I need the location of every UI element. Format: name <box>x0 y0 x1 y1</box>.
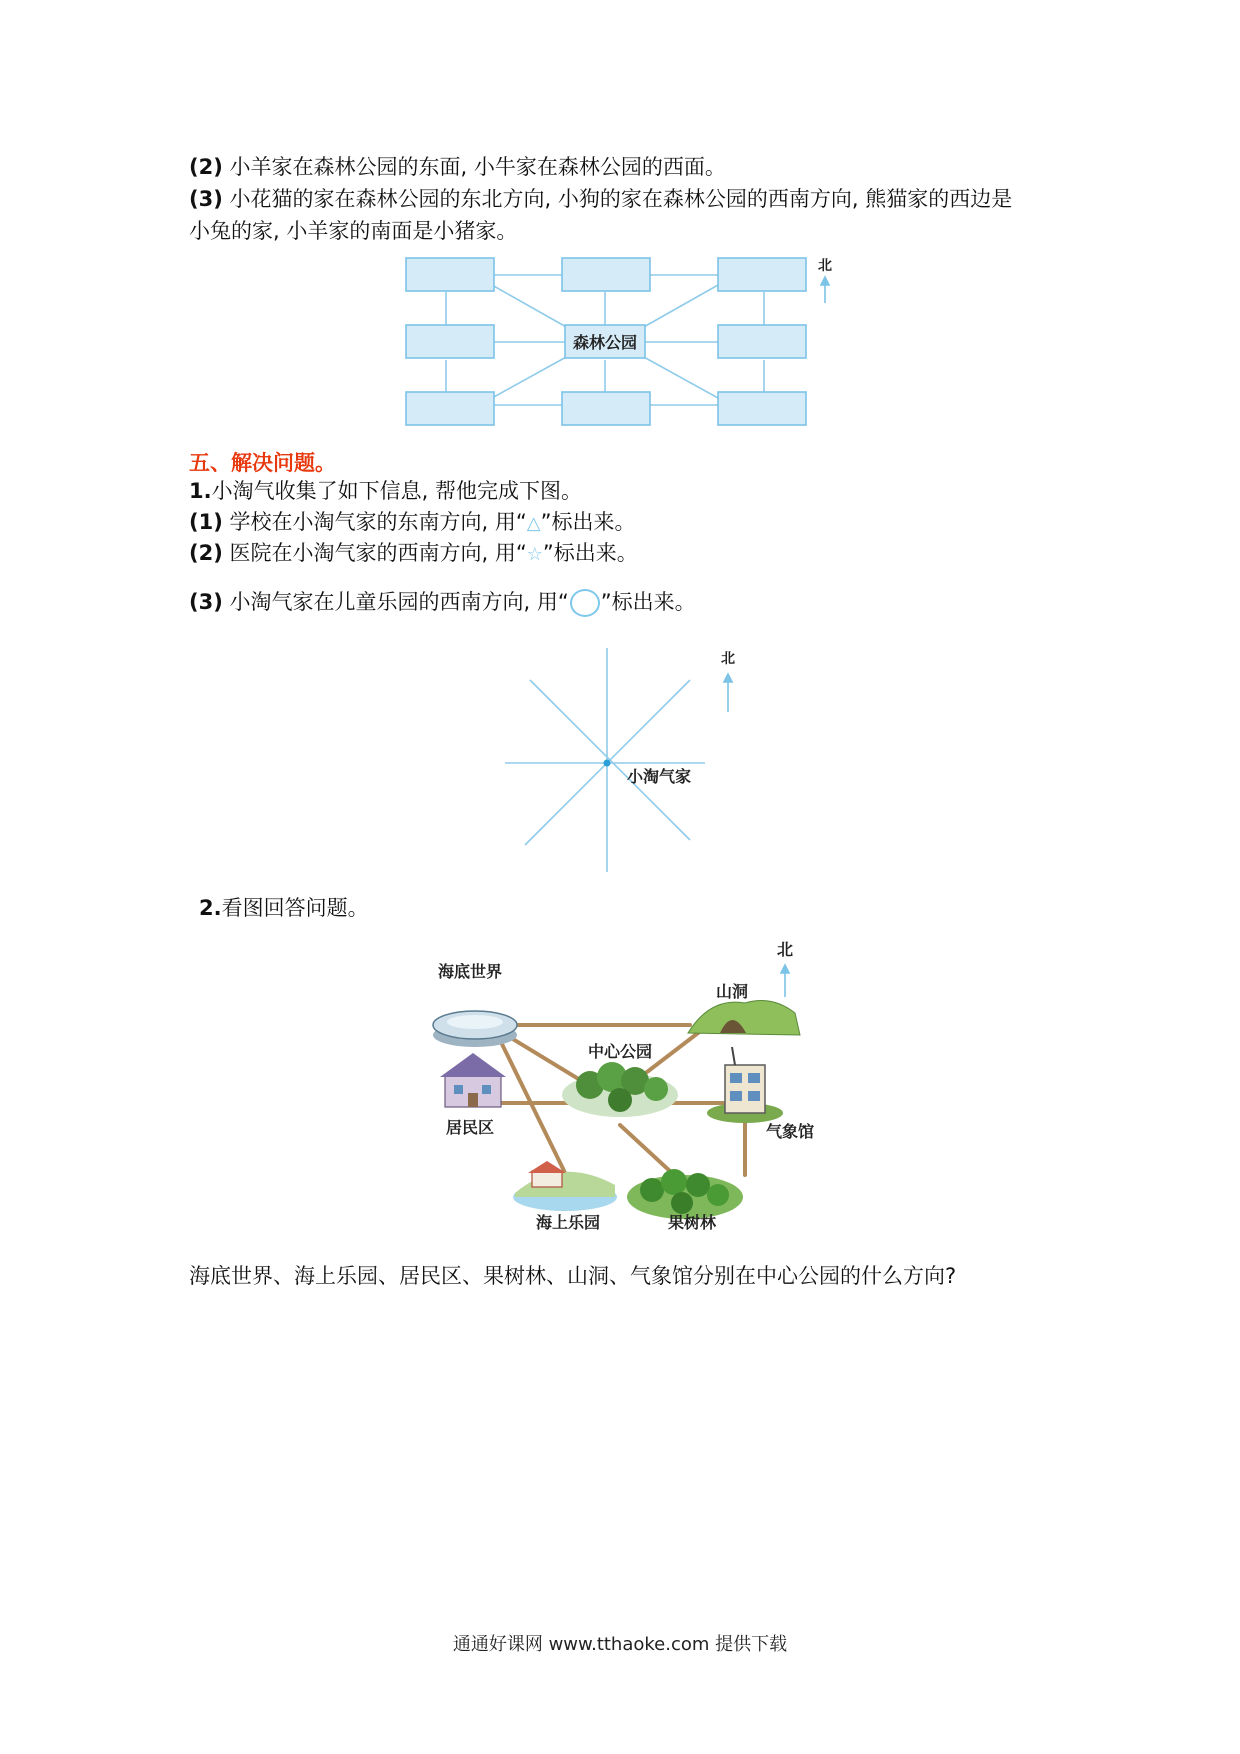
grid-north-label: 北 <box>818 258 832 274</box>
p1-text: 小淘气收集了如下信息, 帮他完成下图。 <box>211 479 582 503</box>
s1-text-a: 学校在小淘气家的东南方向, 用“ <box>229 510 527 534</box>
map-north-label: 北 <box>776 940 794 959</box>
question-text: 海底世界、海上乐园、居民区、果树林、山洞、气象馆分别在中心公园的什么方向? <box>189 1264 957 1288</box>
home-dot <box>604 760 611 767</box>
grid-north-arrow <box>821 277 829 303</box>
q3-text-2: 小兔的家, 小羊家的南面是小猪家。 <box>189 219 518 243</box>
map-north-arrow <box>781 965 789 997</box>
p2-text: 看图回答问题。 <box>221 896 369 920</box>
circle-icon <box>570 589 600 617</box>
compass-north-arrow <box>724 674 732 712</box>
s3-line <box>189 587 696 617</box>
p1-line <box>189 476 582 506</box>
grid-box-n <box>562 258 650 291</box>
s2-number: (2) <box>189 541 223 565</box>
s2-line <box>189 538 638 570</box>
map-diagram <box>420 935 840 1235</box>
s1-line <box>189 507 635 539</box>
triangle-icon: △ <box>526 513 541 534</box>
q2-number: (2) <box>189 155 223 179</box>
q3-line-2 <box>189 216 517 246</box>
house-icon <box>440 1053 506 1107</box>
grid-center-label: 森林公园 <box>572 333 638 352</box>
forest-park-grid <box>400 255 840 435</box>
compass-north-label: 北 <box>721 651 735 667</box>
s1-number: (1) <box>189 510 223 534</box>
q3-line-1 <box>189 184 1012 214</box>
map-label-weather-station: 气象馆 <box>765 1122 815 1141</box>
compass-home-label: 小淘气家 <box>627 767 692 786</box>
q2-line <box>189 152 726 182</box>
weather-station-icon <box>707 1047 783 1123</box>
grid-box-se <box>718 392 806 425</box>
park-trees-icon <box>562 1062 678 1117</box>
grid-box-w <box>406 325 494 358</box>
map-label-orchard: 果树林 <box>667 1213 717 1232</box>
grid-box-ne <box>718 258 806 291</box>
map-label-residential: 居民区 <box>445 1118 495 1137</box>
map-label-central-park: 中心公园 <box>587 1042 653 1061</box>
map-label-sea-world: 海底世界 <box>437 962 503 981</box>
p2-number: 2. <box>199 896 222 920</box>
star-icon: ☆ <box>526 544 543 565</box>
q3-text-1: 小花猫的家在森林公园的东北方向, 小狗的家在森林公园的西南方向, 熊猫家的西边是 <box>229 187 1013 211</box>
s3-number: (3) <box>189 590 223 614</box>
s2-text-b: ”标出来。 <box>542 541 638 565</box>
compass-diagram <box>490 640 770 880</box>
map-label-cave: 山洞 <box>715 982 749 1001</box>
grid-box-nw <box>406 258 494 291</box>
footer-credit: 通通好课网 www.tthaoke.com 提供下载 <box>452 1634 788 1655</box>
p1-number: 1. <box>189 479 212 503</box>
s1-text-b: ”标出来。 <box>540 510 636 534</box>
stadium-icon <box>433 1011 517 1047</box>
orchard-icon <box>627 1169 743 1219</box>
s3-text-b: ”标出来。 <box>600 590 696 614</box>
cave-icon <box>688 1001 800 1035</box>
map-label-sea-park: 海上乐园 <box>535 1213 601 1232</box>
section-five-title: 五、解决问题。 <box>189 451 336 475</box>
p2-line <box>199 893 369 923</box>
q3-number: (3) <box>189 187 223 211</box>
s2-text-a: 医院在小淘气家的西南方向, 用“ <box>229 541 527 565</box>
question-line <box>189 1261 956 1291</box>
grid-box-e <box>718 325 806 358</box>
q2-text: 小羊家在森林公园的东面, 小牛家在森林公园的西面。 <box>229 155 726 179</box>
grid-box-s <box>562 392 650 425</box>
s3-text-a: 小淘气家在儿童乐园的西南方向, 用“ <box>229 590 569 614</box>
grid-box-sw <box>406 392 494 425</box>
